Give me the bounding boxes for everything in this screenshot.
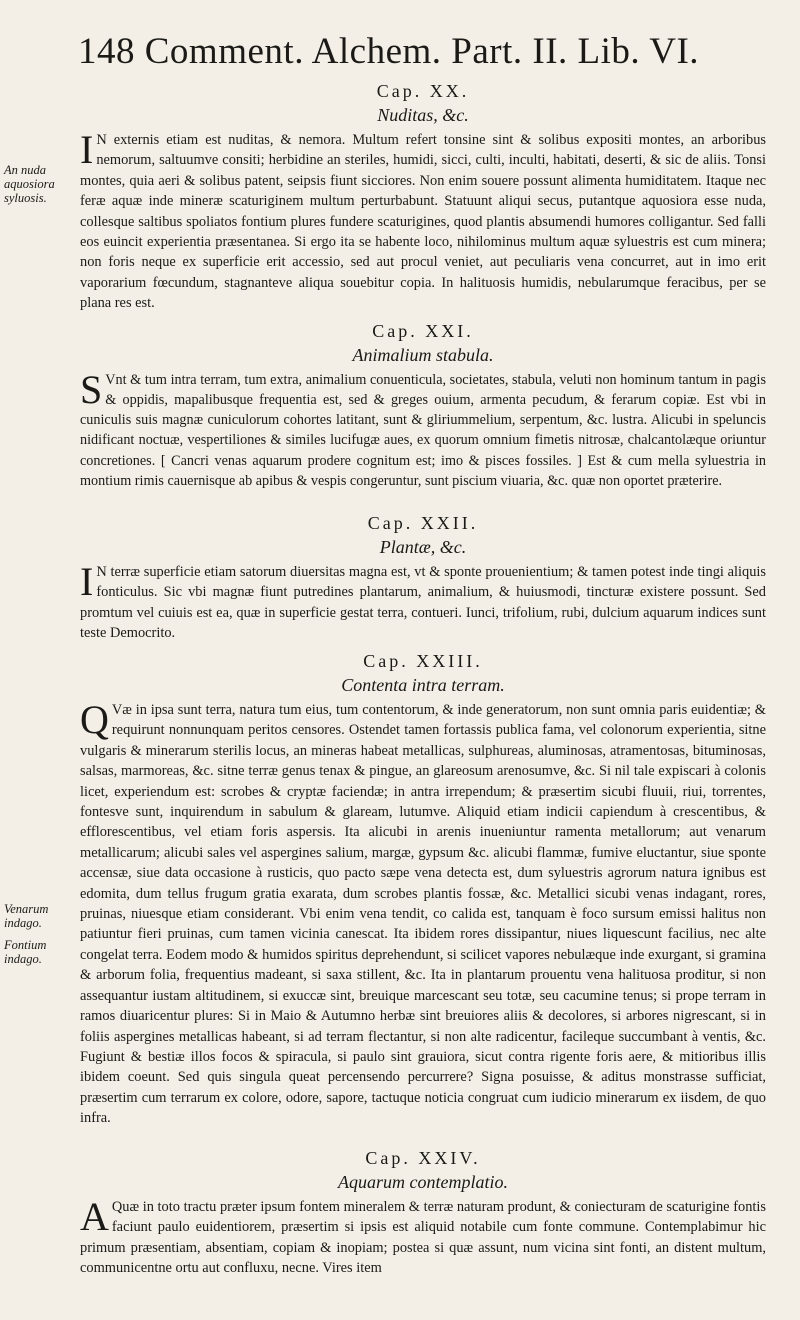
- chapter-xxii: [80, 512, 766, 644]
- chapter-heading: Cap. XXIII.: [363, 651, 483, 671]
- chapter-heading: Cap. XXI.: [372, 321, 474, 341]
- chapter-text: [80, 559, 766, 644]
- drop-cap: Q: [80, 697, 109, 742]
- paragraph-body: Quæ in toto tractu præter ipsum fontem mineralem & terræ naturam produnt, & coniecturam de scaturigine fontis faciunt paulo euidentiorem, præsertim si ipsis est aliquid notabile cum fonte commune. Contemplabimur hic primum præsentiam, absentiam, copiam & inopiam; postea si quæ assunt, num vicina sint fonti, an distent multum, communicentne ortu aut confluxu, necne. Vires item: [80, 1199, 766, 1277]
- drop-cap: I: [80, 127, 94, 172]
- chapter-xxiv: [80, 1147, 766, 1279]
- chapter-heading: Cap. XXIV.: [365, 1148, 481, 1168]
- chapter-title: Contenta intra terram.: [341, 675, 505, 695]
- chapter-title: Nuditas, &c.: [377, 105, 469, 125]
- chapter-title: Animalium stabula.: [352, 345, 494, 365]
- paragraph-body: N externis etiam est nuditas, & nemora. Multum refert tonsine sint & solibus expositi montes, an arboribus nemorum, saltuumve consiti; herbidine an steriles, humidi, sicci, culti, inculti, habitati, deserti, & sic de aliis. Tonsi montes, quia aeri & solibus patent, seipsis fiunt sicciores. Non enim souere possunt alimenta humiditatem. Itaque nec feræ aquæ inde mineræ scaturiginem multum perturbabunt. Statuunt aliqui secus, putantque aquosiora esse nuda, collesque saltibus spoliatos fontium plures fundere scaturigines, quod plantis absumendi humores colligantur. Sed falli eos euincit experientia præsentanea. Si ergo ita se habente loco, nihilominus multum aquæ syluestris est cum minera; non foris neque ex superficie erit accessio, sed aut procul veniet, aut peculiaris vena concurret, aut in imo erit vaporarium fœcundum, stagnanteve aliqua souebitur copia. In halituosis humidis, nebularumque feracibus, per se plana res est.: [80, 132, 766, 312]
- chapter-heading: Cap. XX.: [376, 81, 470, 101]
- chapter-xxiii: [80, 650, 766, 1129]
- drop-cap: S: [80, 367, 103, 412]
- margin-note-nudity: An nuda aquosiora syluosis.: [4, 163, 55, 205]
- chapter-title: Aquarum contemplatio.: [338, 1172, 508, 1192]
- paragraph-body: N terræ superficie etiam satorum diuersitas magna est, vt & sponte prouenientium; & tamen potest inde tingi aliquis fonticulus. Sic vbi magnæ fiunt putredines plantarum, animalium, & huiusmodi, tincturæ existere possunt. Sed promtum vel cuiuis est ea, quæ in superficie gestat terra, contueri. Iunci, trifolium, rubi, dulcium aquarum indices sunt teste Democrito.: [80, 564, 766, 642]
- chapter-xx: [80, 80, 766, 314]
- chapter-text: [80, 1194, 766, 1279]
- running-head: 148 Comment. Alchem. Part. II. Lib. VI.: [78, 31, 700, 72]
- drop-cap: A: [80, 1194, 109, 1239]
- chapter-text: [80, 367, 766, 491]
- chapter-xxi: [80, 320, 766, 491]
- drop-cap: I: [80, 559, 94, 604]
- paragraph-body: Væ in ipsa sunt terra, natura tum eius, tum contentorum, & inde generatorum, non sunt omnia paris euidentiæ; & requirunt nonnunquam peritos censores. Ostendet tamen fortassis publica fama, vel colonorum experientia, sitne vulgaris & minerarum sterilis locus, an mineras habeat metallicas, sulphureas, aluminosas, atramentosas, bituminosas, salsas, marmoreas, &c. sitne terræ genus tenax & pingue, an glareosum arenosumve, &c. Si nil tale expiscari à colonis licet, experiendum est: scrobes & cryptæ faciendæ; in antra irrependum; & præsertim sicubi fluuii, riui, torrentes, fontesve sunt, inquirendum in sabulum & glaream, lutumve. Aliquid etiam indicii capiendum à crescentibus, & efflorescentibus, vel etiam foris aspersis. Ita alicubi in arenis inueniuntur ramenta metallorum; aut venarum metallicarum; alicubi sales vel aspergines salium, margæ, gypsum &c. alicubi flammæ, fumive eluctantur, siue sponte accensæ, siue data occasione à rusticis, quo pacto sæpe vena detecta est, dum syluestris agrorum natura ignibus est edomita, dum tellus frugum gratia exarata, dum scrobes plantis fossæ, &c. Metallici sicubi venas indagant, rores, pruinas, niuesque etiam considerant. Vbi enim vena tendit, co calida est, tanquam è foco sursum emissi halitus non patiuntur fieri pruinas, cum tamen vicinia canescat. Ita ibidem rores dissipantur, niues liquescunt facilius, nec alte congelat terra. Eodem modo & humidos spiritus deprehendunt, si scilicet vapores nebulæque inde exurgant, si gramina & arborum folia, frequentius madeant, si saxa stillent, &c. Ita in plantarum prouentu vena halituosa proditur, si non assequantur iustam altitudinem, si exuccæ sint, breuique marcescant seu totæ, seu cacumine tenus; si prope terram in ramos diuaricentur plures: Si in Maio & Autumno herbæ sint breuiores aliis & decolores, si arbores nigrescant, si in foliis aspergines metallicas habeant, si ad terram flectantur, si non alte radicentur, facileque succumbant à ventis, &c. Fugiunt & bestiæ illos focos & spiracula, si paulo sint grauiora, sicut contra rigente foris aere, & mitioribus illis ibidem coeunt. Sed quis singula queat percensendo percurrere? Signa posuisse, & aditus monstrasse sufficiat, præsertim cum terrarum ex colore, odore, sapore, tactuque noticia congruat cum iudicio minerarum ex iisdem, de quo infra.: [80, 702, 766, 1127]
- paragraph-body: Vnt & tum intra terram, tum extra, animalium conuenticula, societates, stabula, veluti non hominum tantum in pagis & oppidis, mapalibusque frequentia est, sed & greges ouium, armenta pecudum, & ferarum copiæ. Est vbi in cuniculis suis magnæ cuniculorum cohortes latitant, sunt & gliriummelium, serpentum, &c. lustra. Alicubi in speluncis nidificant noctuæ, vespertiliones & similes lucifugæ aues, ex quorum omnium fimetis nitrosæ, chalcantolæque oriuntur concretiones. [ Cancri venas aquarum prodere cognitum est; imo & pisces fossiles. ] Est & cum mella syluestria in montium rimis cauernisque ab apibus & vespis congeruntur, sunt piscium viuaria, &c. quæ non oportet præterire.: [80, 372, 766, 489]
- chapter-title: Plantæ, &c.: [379, 537, 467, 557]
- chapter-text: [80, 127, 766, 314]
- margin-note-veins: Venarum indago.: [4, 902, 49, 930]
- chapter-heading: Cap. XXII.: [367, 513, 479, 533]
- chapter-text: [80, 697, 766, 1129]
- margin-note-springs: Fontium indago.: [4, 938, 47, 966]
